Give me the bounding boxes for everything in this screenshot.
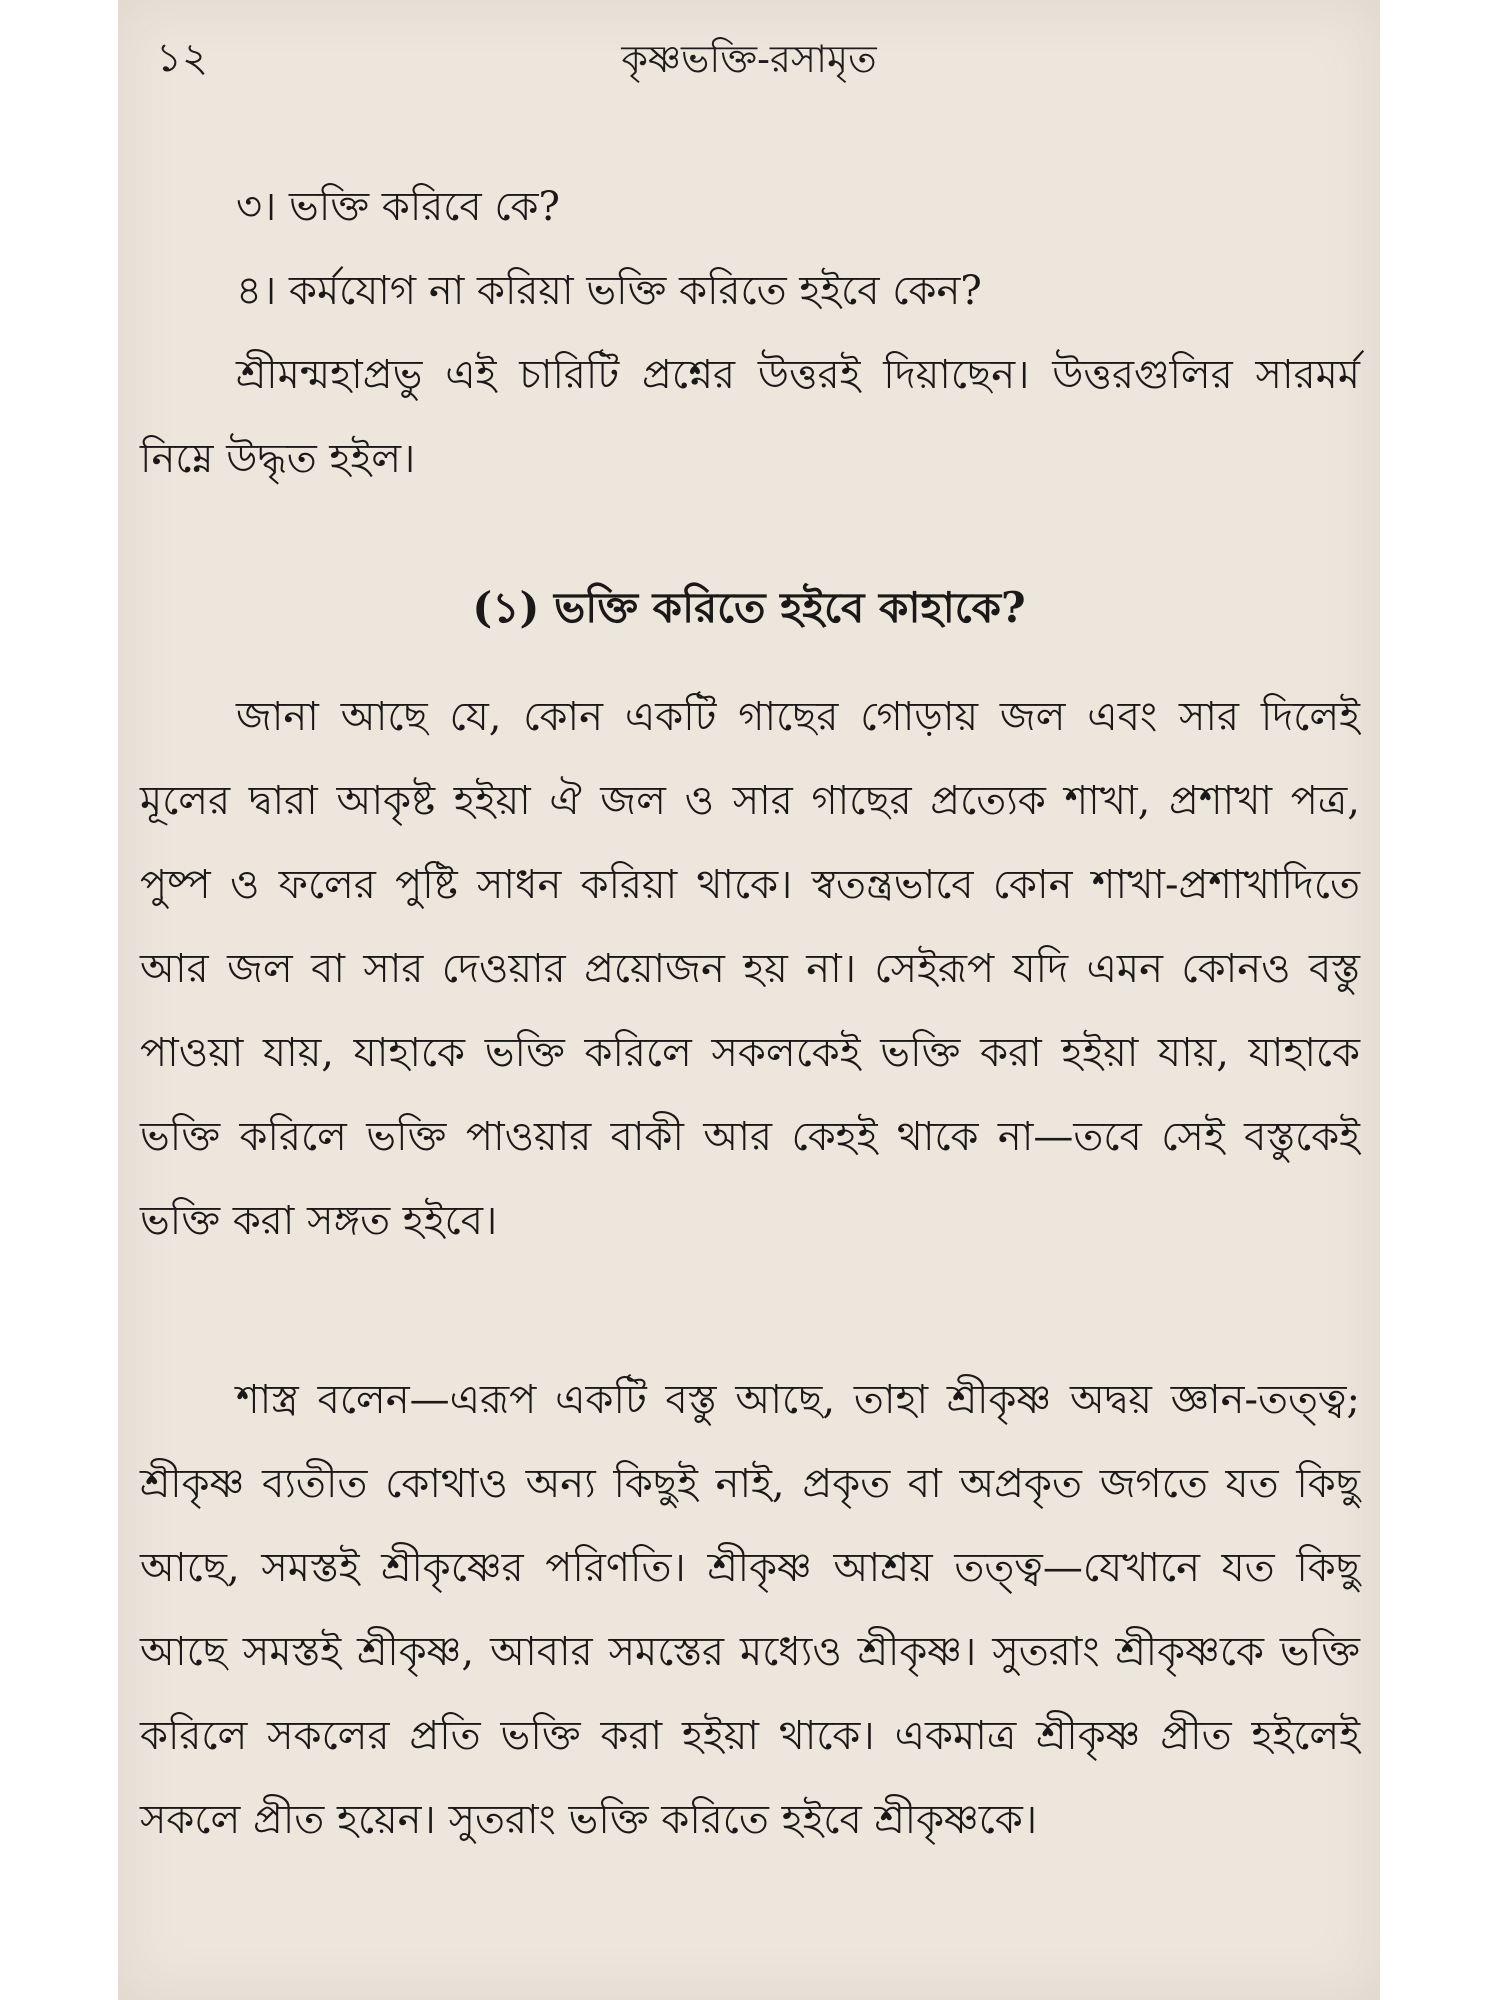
paragraph-block-2: [140, 1358, 1360, 1862]
questions-block: [140, 165, 1360, 501]
section-heading: (১) ভক্তি করিতে হইবে কাহাকে?: [472, 583, 1026, 632]
question-4: ৪। কর্মযোগ না করিয়া ভক্তি করিতে হইবে কেন?: [236, 268, 982, 314]
paragraph-2: শাস্ত্র বলেন—এরূপ একটি বস্তু আছে, তাহা শ্রীকৃষ্ণ অদ্বয় জ্ঞান-তত্ত্ব; শ্রীকৃষ্ণ ব্যতীত কোথাও অন্য কিছুই নাই, প্রকৃত বা অপ্রকৃত জগতে যত কিছু আছে, সমস্তই শ্রীকৃষ্ণের পরিণতি। শ্রীকৃষ্ণ আশ্রয় তত্ত্ব—যেখানে যত কিছু আছে সমস্তই শ্রীকৃষ্ণ, আবার সমস্তের মধ্যেও শ্রীকৃষ্ণ। সুতরাং শ্রীকৃষ্ণকে ভক্তি করিলে সকলের প্রতি ভক্তি করা হইয়া থাকে। একমাত্র শ্রীকৃষ্ণ প্রীত হইলেই সকলে প্রীত হয়েন। সুতরাং ভক্তি করিতে হইবে শ্রীকৃষ্ণকে।: [140, 1377, 1360, 1843]
page-number: ১২: [156, 35, 208, 81]
running-title: কৃষ্ণভক্তি-রসামৃত: [621, 37, 877, 81]
intro-paragraph: শ্রীমন্মহাপ্রভু এই চারিটি প্রশ্নের উত্তরই দিয়াছেন। উত্তরগুলির সারমর্ম নিম্নে উদ্ধৃত হইল।: [140, 352, 1360, 482]
book-page: [118, 0, 1380, 2000]
paragraph-block-1: [140, 675, 1360, 1263]
question-3: ৩। ভক্তি করিবে কে?: [236, 184, 560, 230]
paragraph-1: জানা আছে যে, কোন একটি গাছের গোড়ায় জল এবং সার দিলেই মূলের দ্বারা আকৃষ্ট হইয়া ঐ জল ও সার গাছের প্রত্যেক শাখা, প্রশাখা পত্র, পুষ্প ও ফলের পুষ্টি সাধন করিয়া থাকে। স্বতন্ত্রভাবে কোন শাখা-প্রশাখাদিতে আর জল বা সার দেওয়ার প্রয়োজন হয় না। সেইরূপ যদি এমন কোনও বস্তু পাওয়া যায়, যাহাকে ভক্তি করিলে সকলকেই ভক্তি করা হইয়া যায়, যাহাকে ভক্তি করিলে ভক্তি পাওয়ার বাকী আর কেহই থাকে না—তবে সেই বস্তুকেই ভক্তি করা সঙ্গত হইবে।: [140, 694, 1360, 1244]
